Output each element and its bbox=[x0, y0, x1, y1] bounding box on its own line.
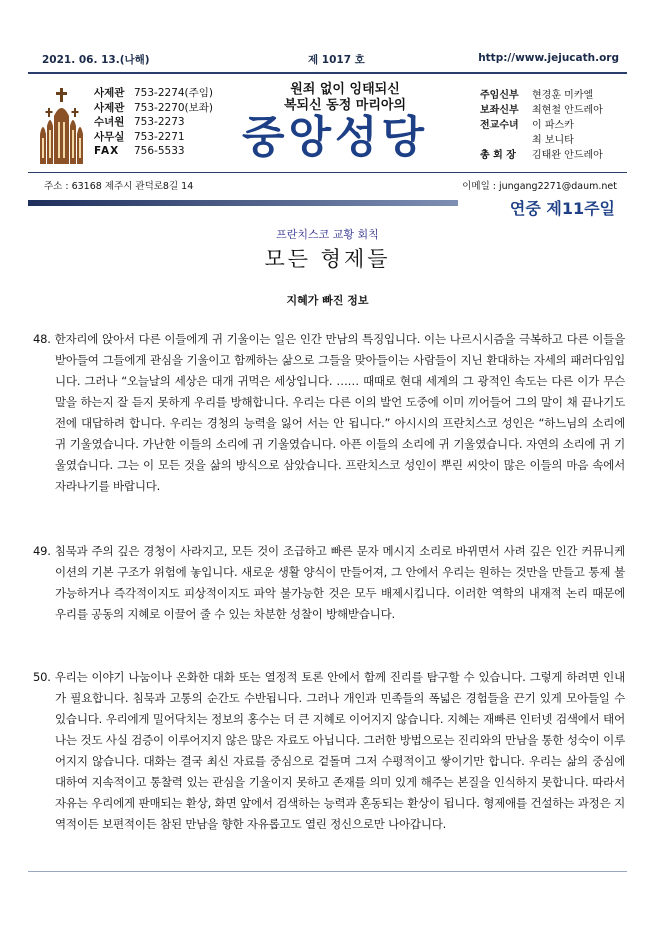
staff-name: 현경훈 미카엘 bbox=[532, 90, 594, 101]
staff-row bbox=[480, 133, 603, 148]
contact-value: 753-2274(주임) bbox=[134, 87, 214, 99]
contact-label: 사제관 bbox=[94, 87, 125, 99]
tagline-line: 복되신 동정 마리아의 bbox=[283, 98, 407, 113]
liturgical-sunday: 연중 제11주일 bbox=[509, 199, 615, 218]
contact-row bbox=[94, 101, 213, 116]
staff-row bbox=[480, 88, 603, 103]
contact-value: 753-2273 bbox=[134, 116, 185, 128]
section-heading: 지혜가 빠진 정보 bbox=[286, 294, 369, 307]
staff-role: 주임신부 bbox=[480, 90, 519, 101]
staff-role bbox=[480, 133, 532, 148]
staff-name: 김태완 안드레아 bbox=[532, 150, 603, 161]
church-logo-icon bbox=[38, 86, 88, 166]
church-email[interactable]: 이메일 : jungang2271@daum.net bbox=[462, 181, 617, 192]
contact-label: 사제관 bbox=[94, 101, 125, 114]
contact-value: 756-5533 bbox=[134, 145, 185, 157]
staff-row bbox=[480, 103, 603, 118]
issue-date: 2021. 06. 13.(나해) bbox=[42, 54, 150, 66]
section-band bbox=[28, 200, 458, 206]
church-name: 중앙성당 bbox=[241, 112, 428, 163]
contact-row bbox=[94, 86, 213, 101]
top-bar bbox=[28, 52, 627, 70]
website-link[interactable]: http://www.jejucath.org bbox=[478, 52, 619, 64]
paragraph-48: 48. 한자리에 앉아서 다른 이들에게 귀 기울이는 일은 인간 만남의 특징입니다. 이는 나르시시즘을 극복하고 다른 이들을 받아들여 그들에게 관심을 기울이고 함께하는 삶으로 그들을 맞아들이는 사람들이 지닌 환대하는 자세의 패러다임입니다. 그러나 “오늘날의 세상은 대개 귀먹은 세상입니다. …… 때때로 현대 세계의 그 광적인 속도는 다른 이가 무슨 말을 하는지 잘 듣지 못하게 우리를 방해합니다. 우리는 다른 이의 발언 도중에 이미 끼어들어 그의 말이 채 끝나기도 전에 대답하려 합니다. 우리는 경청의 능력을 잃어 서는 안 됩니다.” 아시시의 프란치스코 성인은 “하느님의 소리에 귀 기울였습니다. 가난한 이들의 소리에 귀 기울였습니다. 아픈 이들의 소리에 귀 기울였습니다. 자연의 소리에 귀 기울였습니다. 그는 이 모든 것을 삶의 방식으로 삼았습니다. 프란치스코 성인이 뿌린 씨앗이 많은 이들의 마음 속에서 자라나기를 바랍니다. bbox=[33, 332, 625, 493]
paragraph-50: 50. 우리는 이야기 나눔이나 온화한 대화 또는 열정적 토론 안에서 함께 진리를 탐구할 수 있습니다. 그렇게 하려면 인내가 필요합니다. 침묵과 고통의 순간도 수반됩니다. 그러나 개인과 민족들의 폭넓은 경험들을 끈기 있게 모아들일 수 있습니다. 우리에게 밀어닥치는 정보의 홍수는 더 큰 지혜로 이어지지 않습니다. 지혜는 재빠른 인터넷 검색에서 태어나는 것도 사실 검증이 이루어지지 않은 많은 자료도 아닙니다. 그러한 방법으로는 진리와의 만남을 통한 성숙이 이루어지지 않습니다. 대화는 결국 최신 자료를 중심으로 겉돌며 그저 수평적이고 쌓이기만 합니다. 우리는 삶의 중심에 대하여 지속적이고 통찰력 있는 관심을 기울이지 못하고 존재를 의미 있게 해주는 본질을 인식하지 못합니다. 따라서 자유는 우리에게 판매되는 환상, 화면 앞에서 검색하는 능력과 혼동되는 환상이 됩니다. 형제애를 건설하는 과정은 지역적이든 보편적이든 참된 만남을 향한 자유롭고도 열린 정신으로만 나아갑니다. bbox=[33, 670, 625, 831]
staff-list bbox=[480, 88, 603, 163]
contact-label: 수녀원 bbox=[94, 116, 125, 128]
address-divider bbox=[28, 172, 627, 173]
encyclical-title: 모든 형제들 bbox=[264, 247, 391, 271]
contact-label: FAX bbox=[94, 145, 120, 157]
paragraph-49: 49. 침묵과 주의 깊은 경청이 사라지고, 모든 것이 조급하고 빠른 문자 메시지 소리로 바뀌면서 사려 깊은 인간 커뮤니케이션의 기본 구조가 위험에 놓입니다. 새로운 생활 양식이 만들어져, 그 안에서 우리는 원하는 것만을 만들고 통제 불가능하거나 즉각적이지도 피상적이지도 파악 불가능한 것은 모두 배제시킵니다. 이러한 역학의 내재적 논리 때문에 우리를 공동의 지혜로 이끌어 줄 수 있는 차분한 성찰이 방해받습니다. bbox=[33, 544, 625, 621]
contact-list bbox=[94, 86, 213, 159]
staff-role: 전교수녀 bbox=[480, 120, 519, 131]
contact-row bbox=[94, 130, 213, 145]
staff-name: 이 파스카 bbox=[532, 120, 574, 131]
contact-value: 753-2271 bbox=[134, 130, 185, 143]
church-tagline bbox=[250, 82, 440, 114]
staff-row bbox=[480, 148, 603, 163]
contact-row bbox=[94, 115, 213, 130]
issue-number: 제 1017 호 bbox=[308, 54, 365, 66]
footer-divider bbox=[28, 871, 627, 872]
contact-value: 753-2270(보좌) bbox=[134, 101, 214, 114]
staff-name: 최 보니타 bbox=[532, 135, 574, 146]
staff-row bbox=[480, 118, 603, 133]
tagline-line: 원죄 없이 잉태되신 bbox=[290, 82, 400, 97]
staff-role: 총 회 장 bbox=[480, 150, 516, 161]
church-address: 주소 : 63168 제주시 관덕로8길 14 bbox=[44, 181, 194, 192]
staff-name: 최현철 안드레아 bbox=[532, 105, 603, 116]
encyclical-subtitle: 프란치스코 교황 회칙 bbox=[276, 228, 379, 241]
staff-role: 보좌신부 bbox=[480, 105, 519, 116]
contact-row bbox=[94, 144, 213, 159]
contact-label: 사무실 bbox=[94, 130, 125, 143]
header-divider bbox=[28, 72, 627, 74]
